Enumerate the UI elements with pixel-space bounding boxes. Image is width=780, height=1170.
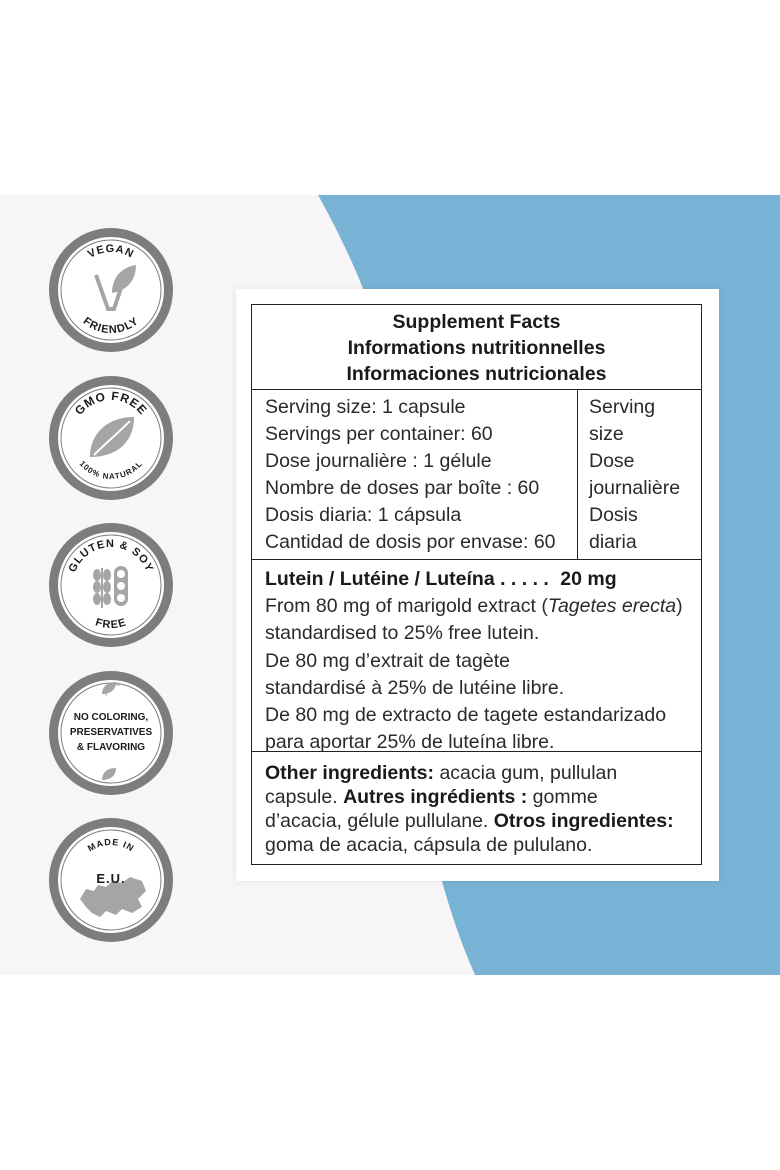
badge-top-text: MADE IN xyxy=(85,836,137,854)
lutein-source: From 80 mg of marigold extract (Tagetes erecta) xyxy=(265,595,683,618)
title-en: Supplement Facts xyxy=(392,311,561,333)
lutein-name: Lutein / Lutéine / Luteína . . . . . xyxy=(265,568,549,590)
badge-made-in-eu xyxy=(46,815,176,945)
title-es: Informaciones nutricionales xyxy=(346,363,607,385)
ingredients-label-es: Otros ingredientes: xyxy=(493,810,674,832)
serving-line: Serving size: 1 capsule xyxy=(265,396,466,418)
serving-line: Cantidad de dosis por envase: 60 xyxy=(265,531,556,553)
lutein-detail: standardised to 25% free lutein. xyxy=(265,622,540,645)
badge-top-text: GMO FREE xyxy=(71,388,151,418)
title-fr: Informations nutritionnelles xyxy=(347,337,606,359)
supplement-facts-table xyxy=(251,304,702,865)
serving-line: Servings per container: 60 xyxy=(265,423,493,445)
serving-line: Dose journalière : 1 gélule xyxy=(265,450,492,472)
serving-line: Dosis diaria: 1 cápsula xyxy=(265,504,462,526)
badge-center-text: NO COLORING, PRESERVATIVES & FLAVORING xyxy=(69,712,153,753)
ingredients-text-es: goma de acacia, cápsula de pululano. xyxy=(265,834,593,856)
ingredients-label-fr: Autres ingrédients : xyxy=(343,786,528,808)
badge-center-text: E.U. xyxy=(96,871,126,886)
lutein-amount: 20 mg xyxy=(560,568,617,590)
serving-line: Nombre de doses par boîte : 60 xyxy=(265,477,540,499)
lutein-row xyxy=(265,566,701,593)
badge-bottom-text: FREE xyxy=(93,616,129,632)
lutein-section xyxy=(252,560,701,752)
badge-gmo-free xyxy=(46,373,176,503)
lutein-detail: De 80 mg d’extrait de tagète xyxy=(265,649,510,672)
column-divider xyxy=(577,390,578,559)
ingredients-section: Other ingredients: acacia gum, pullulan capsule. Autres ingrédients : gomme d’acacia, gélule pullulane. Otros ingredientes: goma de acacia, cápsula de pululano. xyxy=(252,752,701,864)
badge-top-text: GLUTEN & SOY xyxy=(66,537,156,575)
wheat-soy-icon xyxy=(93,566,128,608)
ingredients-label-en: Other ingredients: xyxy=(265,762,435,784)
serving-section xyxy=(252,390,701,560)
lutein-detail: De 80 mg de extracto de tagete estandarizado xyxy=(265,704,667,727)
badge-bottom-text: FRIENDLY xyxy=(80,315,142,337)
badge-bottom-text: 100% NATURAL xyxy=(77,459,145,482)
lutein-detail: para aportar 25% de luteína libre. xyxy=(265,731,555,754)
serving-column-header: Serving size Dose journalière Dosis diaria xyxy=(589,396,681,553)
facts-title xyxy=(252,305,701,390)
badge-gluten-soy-free xyxy=(46,520,176,650)
lutein-detail: standardisé à 25% de lutéine libre. xyxy=(265,676,565,699)
latin-name: Tagetes erecta xyxy=(547,595,677,618)
badge-vegan-friendly xyxy=(46,225,176,355)
serving-info xyxy=(265,394,575,556)
badge-no-coloring xyxy=(46,668,176,798)
badge-top-text: VEGAN xyxy=(85,242,137,261)
